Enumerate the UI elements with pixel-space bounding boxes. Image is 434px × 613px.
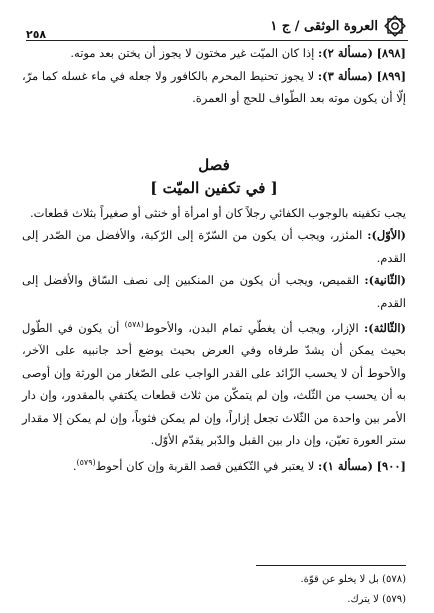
footnotes (28, 570, 406, 610)
issue-number: [٨٩٩] (376, 68, 407, 83)
issue-900 (22, 452, 406, 477)
issue-end: . (72, 458, 77, 473)
item-text: المئزر، ويجب أن يكون من السّرّة إلى الرّكبة، والأفضل من الصّدر إلى القدم. (22, 228, 406, 265)
body-text (22, 42, 406, 477)
issue-899 (22, 65, 406, 110)
item-tag: (الثّانية): (364, 273, 406, 287)
issue-number: [٨٩٨] (376, 46, 406, 60)
issue-number: [٩٠٠] (376, 458, 406, 473)
book-title: العروة الوثقى / ج ١ (270, 18, 378, 34)
section-subtitle: [ في تكفين الميّت ] (150, 178, 278, 197)
header-title-group (270, 13, 408, 39)
footnote-579: (٥٧٩) لا يترك. (347, 594, 406, 605)
header-divider (26, 40, 408, 41)
item-text-continued: أن يكون في الطّول بحيث يمكن أن يشدّ طرفاه وفي العرض بحيث يوضع أحد جانبيه على الآخر، والأحوط أن لا يحسب الزّائد على القدر الواجب على الصّغار من الورثة وإن أوصى به أن يحسب من الثّلث، وإن لم يتمكّن من ثلاث قطعات يكتفي بالمقدور، وإن دار الأمر بين واحدة من الثّلاث تجعل إزاراً، وإن لم يمكن فثوباً، وإن لم يمكن إلا مقدار ستر العورة تعيّن، وإن دار بين القبل والدّبر يقدّم الأوّل. (22, 320, 406, 448)
issue-898 (22, 42, 406, 65)
section-title: فصل (198, 155, 230, 174)
ornament-icon (382, 13, 408, 39)
issue-text: لا يجوز تحنيط المحرم بالكافور ولا جعله في ماء غسله كما مرّ، إلّا أن يكون موته بعد الطّواف للحج أو العمرة. (22, 68, 406, 105)
issue-text: لا يعتبر في التّكفين قصد القربة وإن كان أحوط (95, 458, 318, 473)
footnote-ref[interactable]: (٥٧٨) (124, 320, 144, 329)
item-tag: (الثّالثة): (364, 320, 406, 335)
issue-text: إذا كان الميّت غير مختون لا يجوز أن يختن بعد موته. (70, 46, 318, 60)
item-text: القميص، ويجب أن يكون من المنكبين إلى نصف السّاق والأفضل إلى القدم. (22, 273, 406, 310)
item-text: الإزار، ويجب أن يغطّي تمام البدن، والأحوط (143, 320, 365, 335)
page-number: ٢٥٨ (26, 27, 47, 41)
intro-paragraph: يجب تكفينه بالوجوب الكفائي رجلاً كان أو امرأة أو خنثى أو صغيراً بثلاث قطعات. (30, 205, 406, 220)
issue-tag: (مسألة ١): (317, 458, 373, 473)
issue-tag: (مسألة ٢): (317, 46, 373, 60)
item-first (22, 224, 406, 269)
issue-tag: (مسألة ٣): (317, 68, 373, 83)
footnote-578: (٥٧٨) بل لا يخلو عن قوّة. (300, 574, 406, 585)
footnote-ref[interactable]: (٥٧٩) (76, 457, 96, 467)
footnote-divider (256, 565, 406, 566)
item-second (22, 269, 406, 314)
item-third (22, 314, 406, 452)
item-tag: (الأوّل): (367, 228, 406, 242)
